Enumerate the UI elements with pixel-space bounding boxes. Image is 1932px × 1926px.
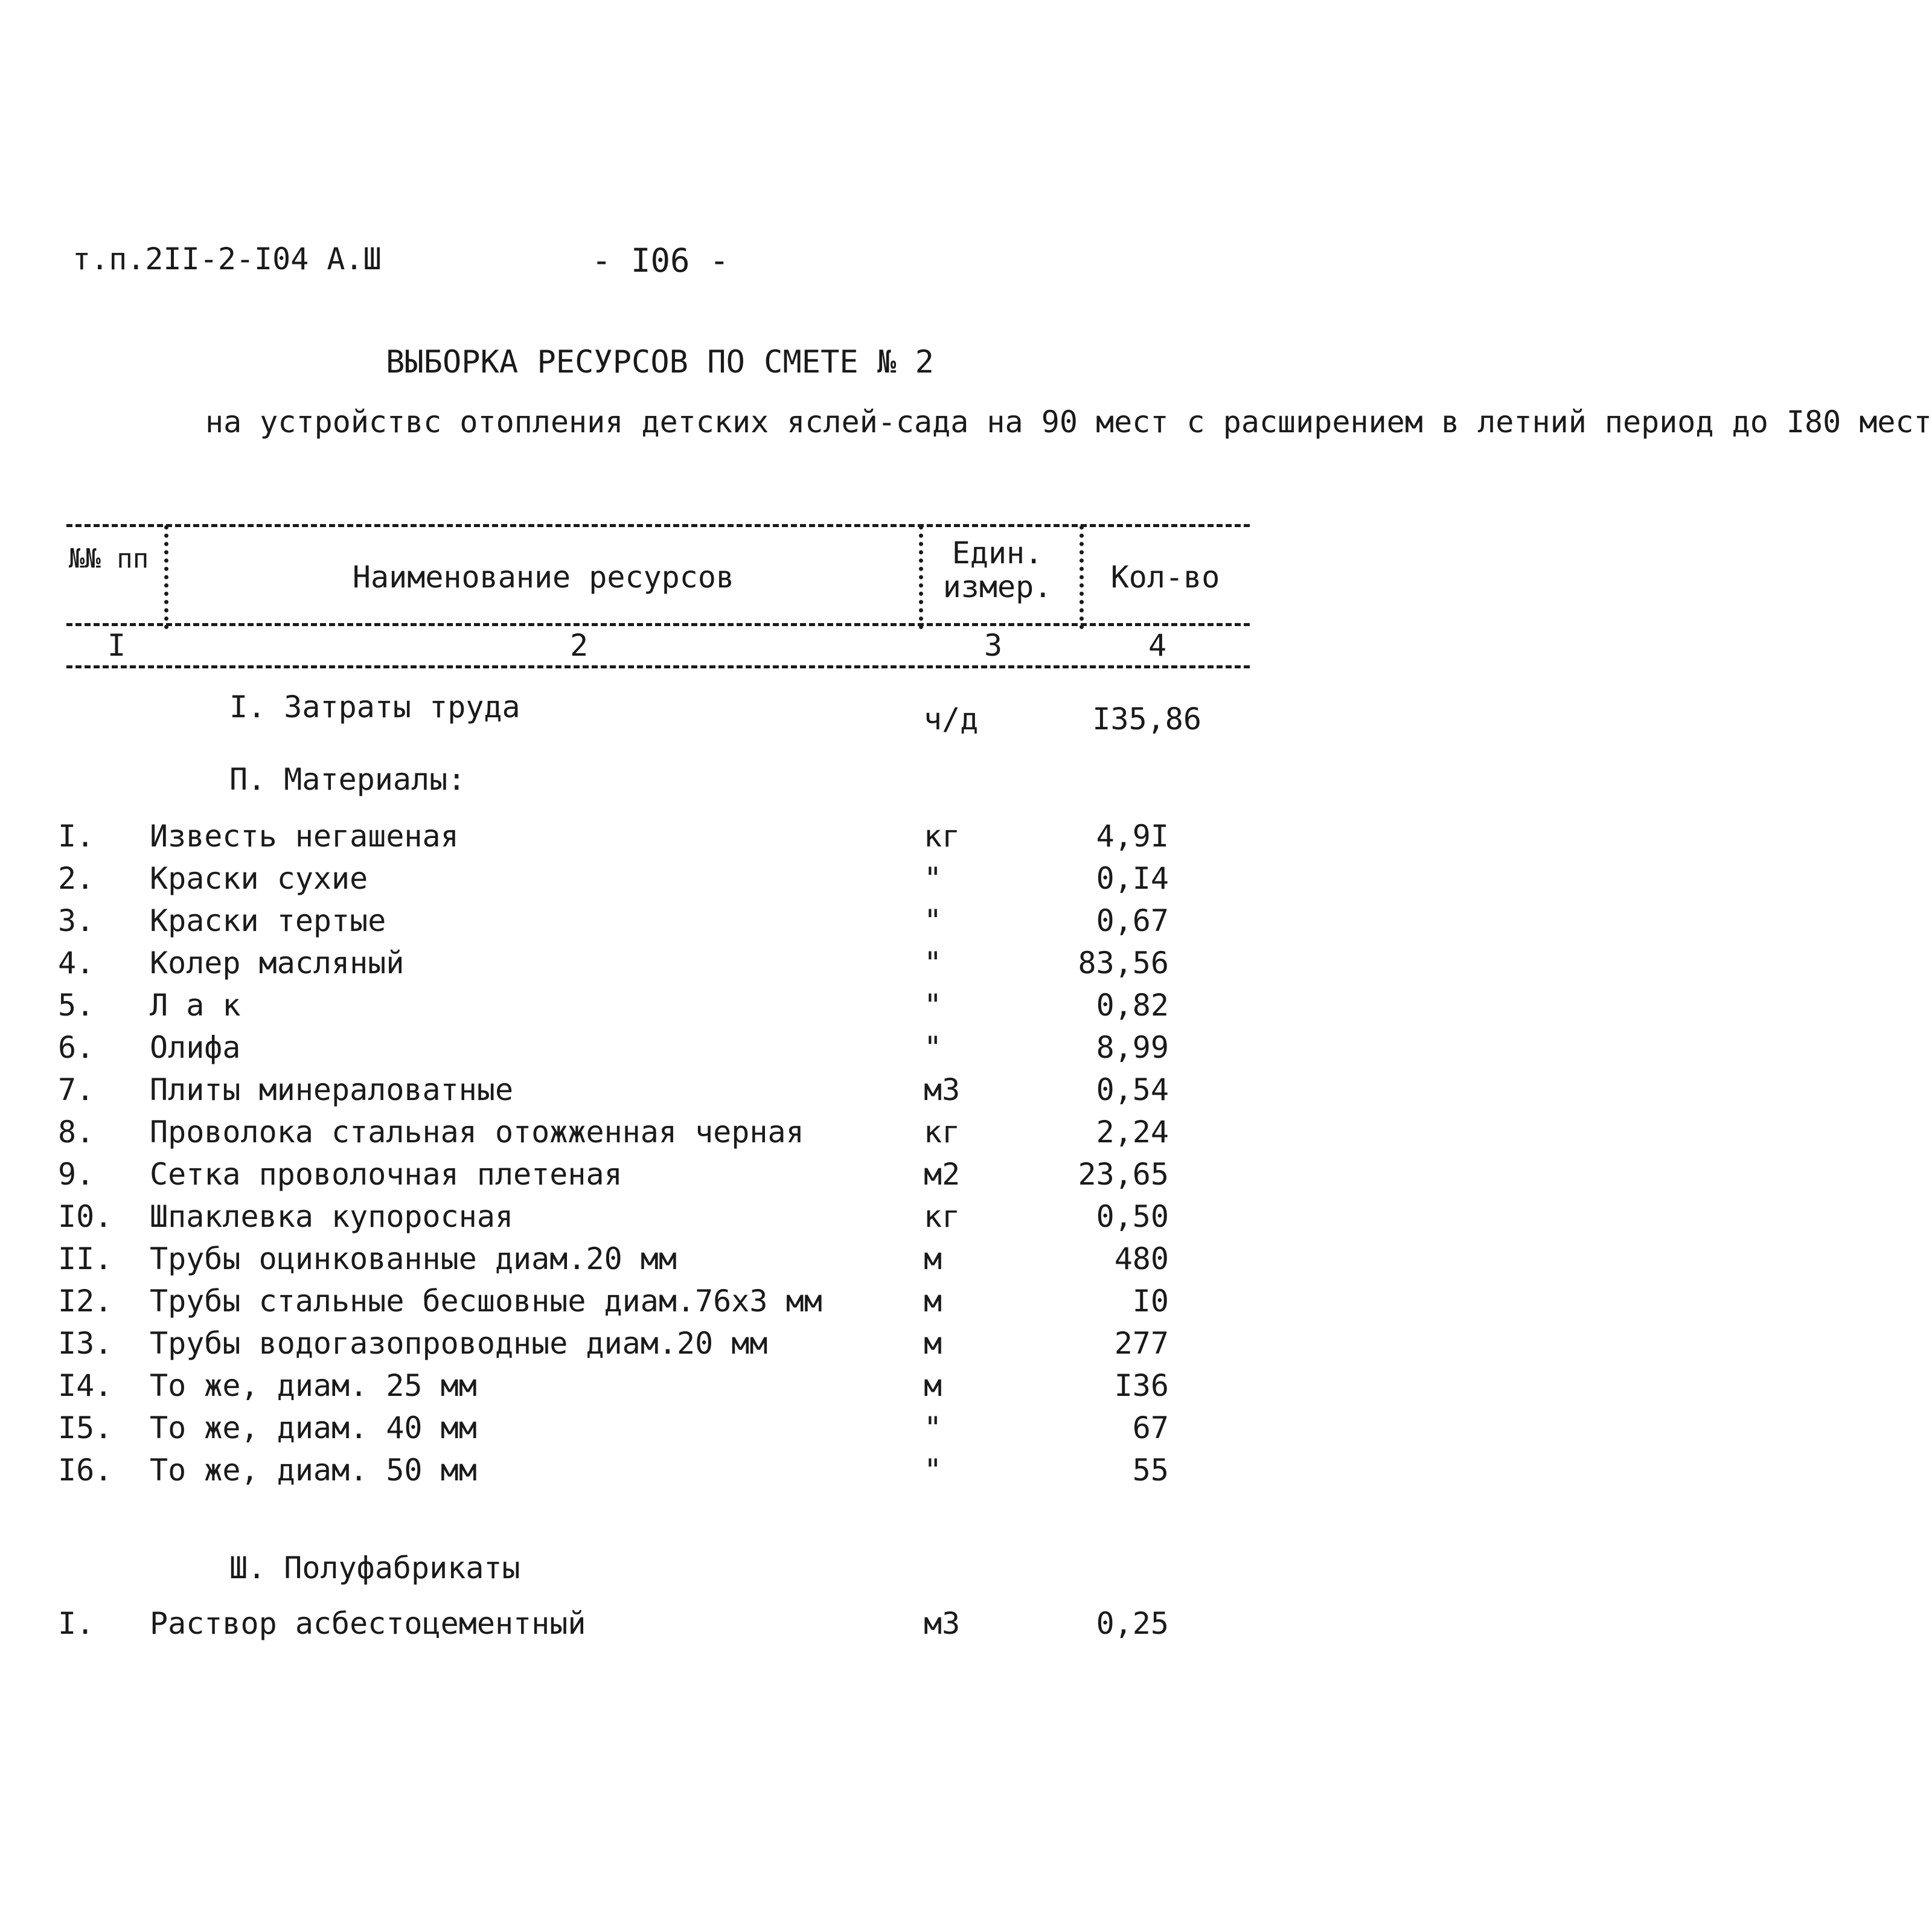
header-qty: Кол-во — [1110, 560, 1220, 595]
item-qty: 67 — [1132, 1410, 1169, 1445]
item-number: I3. — [58, 1326, 113, 1361]
item-unit: " — [924, 945, 942, 981]
header-top-rule — [66, 524, 1250, 527]
item-number: I0. — [58, 1199, 113, 1234]
item-name: Плиты минераловатные — [150, 1072, 514, 1107]
column-number-2: 2 — [570, 628, 589, 663]
item-unit: м3 — [924, 1072, 961, 1107]
item-number: 9. — [58, 1157, 95, 1192]
item-unit: кг — [924, 1199, 961, 1234]
item-name: Проволока стальная отожженная черная — [150, 1115, 804, 1150]
divider-num-name — [164, 525, 168, 629]
item-unit: м2 — [924, 1157, 961, 1192]
item-unit: м — [924, 1368, 942, 1403]
item-name: То же, диам. 25 мм — [150, 1368, 477, 1403]
item-unit: м — [924, 1284, 942, 1319]
header-bottom-rule — [66, 665, 1250, 668]
item-number: 5. — [58, 988, 95, 1023]
item-qty: 480 — [1114, 1241, 1169, 1276]
item-unit: " — [924, 988, 942, 1023]
list-item — [0, 1284, 1320, 1326]
page-number: - I06 - — [592, 242, 729, 280]
list-item — [0, 1115, 1320, 1157]
item-name: Раствор асбестоцементный — [150, 1606, 586, 1641]
column-number-4: 4 — [1148, 628, 1167, 663]
list-item — [0, 945, 1320, 988]
labor-unit: ч/д — [924, 702, 979, 737]
item-name: Трубы оцинкованные диам.20 мм — [150, 1241, 677, 1276]
list-item — [0, 1199, 1320, 1241]
header-name: Наименование ресурсов — [352, 560, 735, 595]
item-name: Краски сухие — [150, 861, 368, 896]
item-name: Трубы стальные бесшовные диам.76х3 мм — [150, 1284, 822, 1319]
item-number: I. — [58, 1606, 95, 1641]
item-qty: 83,56 — [1078, 945, 1169, 981]
list-item — [0, 1410, 1320, 1453]
item-qty: I36 — [1114, 1368, 1169, 1403]
item-qty: 0,50 — [1096, 1199, 1169, 1234]
header-middle-rule — [66, 623, 1250, 626]
item-number: I2. — [58, 1284, 113, 1319]
list-item — [0, 1453, 1320, 1495]
labor-qty: I35,86 — [1092, 702, 1201, 737]
item-unit: " — [924, 861, 942, 896]
materials-section-title: П. Материалы: — [229, 762, 466, 797]
list-item — [0, 988, 1320, 1030]
list-item — [0, 1157, 1320, 1199]
column-number-3: 3 — [984, 628, 1003, 663]
item-qty: 0,54 — [1096, 1072, 1169, 1107]
column-number-1: I — [107, 628, 126, 663]
item-number: 6. — [58, 1030, 95, 1065]
document-code: т.п.2II-2-I04 А.Ш — [72, 242, 382, 277]
item-name: То же, диам. 40 мм — [150, 1410, 477, 1445]
item-number: I4. — [58, 1368, 113, 1403]
item-name: Известь негашеная — [150, 819, 459, 854]
item-name: Шпаклевка купоросная — [150, 1199, 514, 1234]
item-name: Олифа — [150, 1030, 241, 1065]
item-number: I5. — [58, 1410, 113, 1445]
item-number: 7. — [58, 1072, 95, 1107]
item-unit: кг — [924, 819, 961, 854]
list-item — [0, 903, 1320, 945]
item-number: I. — [58, 819, 95, 854]
item-number: 2. — [58, 861, 95, 896]
labor-row — [0, 702, 1320, 744]
item-number: II. — [58, 1241, 113, 1276]
item-unit: " — [924, 1453, 942, 1488]
item-unit: " — [924, 903, 942, 938]
item-name: Краски тертые — [150, 903, 386, 938]
item-name: Сетка проволочная плетеная — [150, 1157, 622, 1192]
item-qty: 0,I4 — [1096, 861, 1169, 896]
item-qty: 0,67 — [1096, 903, 1169, 938]
semi-section-title: Ш. Полуфабрикаты — [229, 1550, 520, 1585]
divider-unit-qty — [1080, 525, 1084, 629]
list-item — [0, 819, 1320, 861]
list-item — [0, 1368, 1320, 1410]
list-item — [0, 1606, 1320, 1648]
item-number: I6. — [58, 1453, 113, 1488]
item-qty: 0,82 — [1096, 988, 1169, 1023]
item-unit: м — [924, 1241, 942, 1276]
item-qty: I0 — [1132, 1284, 1169, 1319]
item-unit: м — [924, 1326, 942, 1361]
labor-section-title: I. Затраты труда — [229, 689, 520, 725]
list-item — [0, 861, 1320, 903]
item-unit: " — [924, 1410, 942, 1445]
header-unit: Един. измер. — [942, 536, 1052, 604]
header-num: №№ пп — [68, 543, 149, 574]
list-item — [0, 1030, 1320, 1072]
item-qty: 2,24 — [1096, 1115, 1169, 1150]
item-name: Л а к — [150, 988, 241, 1023]
item-name: Колер масляный — [150, 945, 405, 981]
item-qty: 4,9I — [1096, 819, 1169, 854]
item-number: 3. — [58, 903, 95, 938]
list-item — [0, 1326, 1320, 1368]
item-unit: кг — [924, 1115, 961, 1150]
list-item — [0, 1241, 1320, 1284]
item-unit: м3 — [924, 1606, 961, 1641]
list-item — [0, 1072, 1320, 1115]
item-qty: 277 — [1114, 1326, 1169, 1361]
item-unit: " — [924, 1030, 942, 1065]
item-name: То же, диам. 50 мм — [150, 1453, 477, 1488]
page-title: ВЫБОРКА РЕСУРСОВ ПО СМЕТЕ № 2 — [386, 344, 934, 380]
item-number: 8. — [58, 1115, 95, 1150]
item-qty: 8,99 — [1096, 1030, 1169, 1065]
page-subtitle: на устройствс отопления детских яслей-сада на 90 мест с расширением в летний период до I80 мест — [205, 405, 1932, 440]
item-number: 4. — [58, 945, 95, 981]
item-qty: 0,25 — [1096, 1606, 1169, 1641]
item-name: Трубы водогазопроводные диам.20 мм — [150, 1326, 768, 1361]
item-qty: 55 — [1132, 1453, 1169, 1488]
item-qty: 23,65 — [1078, 1157, 1169, 1192]
